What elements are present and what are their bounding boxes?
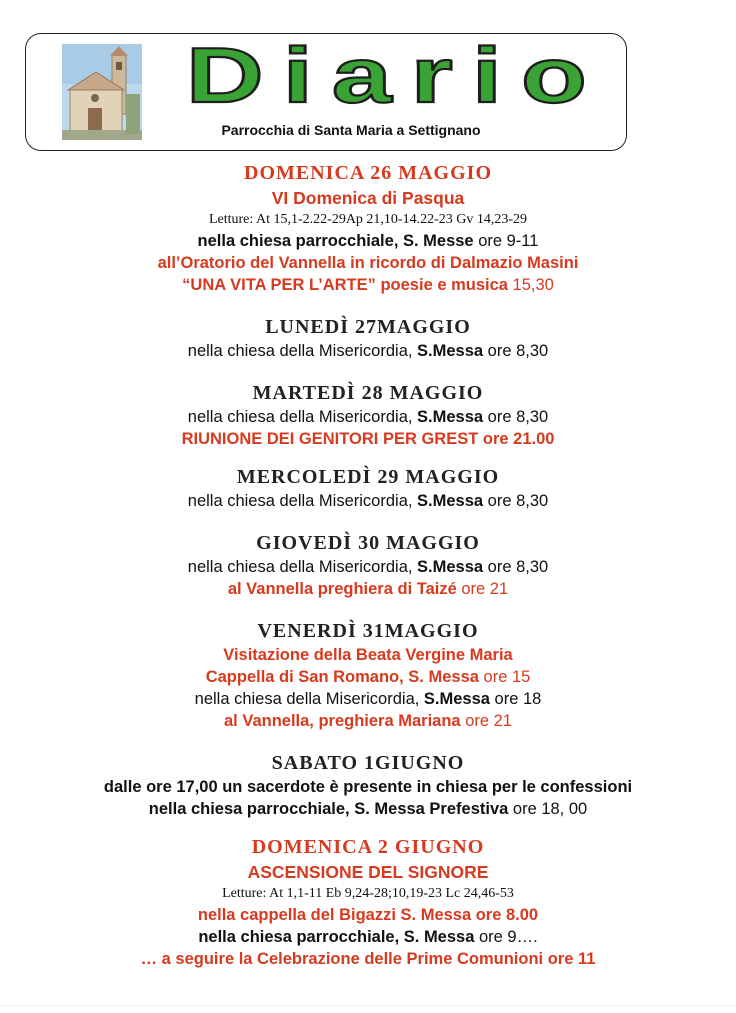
day-heading: LUNEDÌ 27MAGGIO: [265, 316, 471, 338]
event-line: “UNA VITA PER L’ARTE” poesie e musica 15,30: [182, 276, 554, 294]
event-line: RIUNIONE DEI GENITORI PER GREST ore 21.00: [181, 430, 555, 448]
day-section-sabato-1: [0, 750, 736, 820]
day-heading: SABATO 1GIUGNO: [271, 752, 465, 774]
event-line: dalle ore 17,00 un sacerdote è presente in chiesa per le confessioni: [103, 778, 633, 796]
liturgical-title: ASCENSIONE DEL SIGNORE: [247, 862, 489, 882]
parish-name: Parrocchia di Santa Maria a Settignano: [221, 122, 481, 138]
day-heading: GIOVEDÌ 30 MAGGIO: [256, 532, 480, 554]
diario-title-text: Diario: [186, 36, 606, 116]
day-heading: MARTEDÌ 28 MAGGIO: [252, 382, 484, 404]
day-heading: DOMENICA 2 GIUGNO: [251, 836, 485, 858]
event-line: … a seguire la Celebrazione delle Prime Comunioni ore 11: [140, 950, 596, 968]
day-section-martedi-28: [0, 380, 736, 450]
readings-line: Letture: At 1,1-11 Eb 9,24-28;10,19-23 Lc 24,46-53: [222, 886, 514, 901]
event-line: nella chiesa parrocchiale, S. Messa Prefestiva ore 18, 00: [148, 800, 588, 818]
event-line: nella chiesa della Misericordia, S.Messa ore 8,30: [187, 492, 549, 510]
event-line: Cappella di San Romano, S. Messa ore 15: [205, 668, 531, 686]
event-line: al Vannella, preghiera Mariana ore 21: [224, 712, 512, 730]
header-box: [25, 33, 627, 151]
event-line: nella chiesa della Misericordia, S.Messa ore 8,30: [187, 558, 549, 576]
event-line: Visitazione della Beata Vergine Maria: [223, 646, 513, 664]
day-section-venerdi-31: [0, 618, 736, 732]
event-line: al Vannella preghiera di Taizé ore 21: [227, 580, 509, 598]
church-illustration: [62, 44, 142, 140]
event-line: nella chiesa parrocchiale, S. Messe ore 9-11: [197, 232, 539, 250]
event-line: nella cappella del Bigazzi S. Messa ore 8.00: [197, 906, 539, 924]
event-line: nella chiesa della Misericordia, S.Messa ore 8,30: [187, 408, 549, 426]
page-edge: [0, 1005, 736, 1006]
day-section-domenica-26: [0, 160, 736, 296]
diary-content: [0, 160, 736, 970]
liturgical-title: VI Domenica di Pasqua: [271, 188, 465, 208]
day-section-lunedi-27: [0, 314, 736, 362]
day-section-mercoledi-29: [0, 464, 736, 512]
readings-line: Letture: At 15,1-2.22-29Ap 21,10-14.22-23 Gv 14,23-29: [208, 212, 528, 227]
diario-title-logo: [176, 36, 616, 116]
day-heading: VENERDÌ 31MAGGIO: [257, 620, 479, 642]
day-section-giovedi-30: [0, 530, 736, 600]
day-heading: DOMENICA 26 MAGGIO: [244, 162, 492, 184]
event-line: nella chiesa parrocchiale, S. Messa ore 9….: [198, 928, 538, 946]
event-line: all’Oratorio del Vannella in ricordo di Dalmazio Masini: [157, 254, 579, 272]
day-section-domenica-2: [0, 834, 736, 970]
day-heading: MERCOLEDÌ 29 MAGGIO: [236, 466, 500, 488]
event-line: nella chiesa della Misericordia, S.Messa ore 18: [194, 690, 542, 708]
event-line: nella chiesa della Misericordia, S.Messa ore 8,30: [187, 342, 549, 360]
